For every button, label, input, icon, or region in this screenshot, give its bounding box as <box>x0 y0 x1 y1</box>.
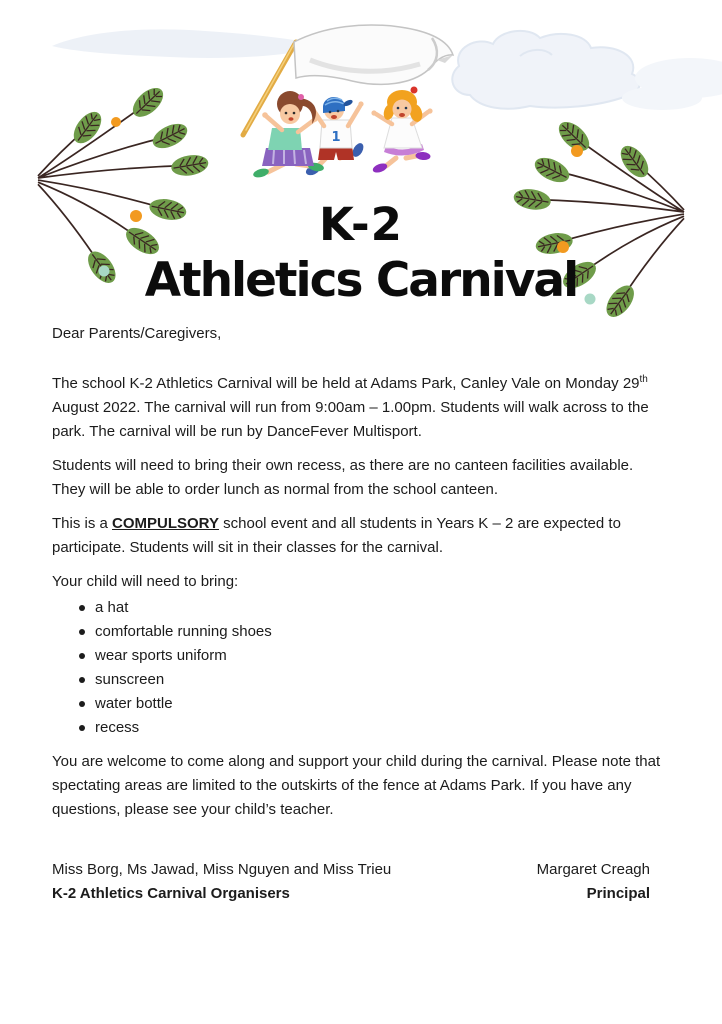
bring-list <box>52 596 670 740</box>
list-item-label: sunscreen <box>95 671 165 688</box>
paragraph-compulsory <box>52 512 670 560</box>
para1-text-after: August 2022. The carnival will run from 9:00am – 1.00pm. Students will walk across to the park. The carnival will be run by DanceFever Multisport. <box>52 399 649 440</box>
list-item-label: comfortable running shoes <box>95 623 272 640</box>
principal-role: Principal <box>586 885 650 902</box>
ordinal-superscript: th <box>639 374 648 385</box>
letter-body <box>52 322 670 906</box>
bring-list-intro: Your child will need to bring: <box>52 573 239 590</box>
list-item <box>77 692 670 716</box>
paragraph-event-details <box>52 372 670 444</box>
organiser-role: K-2 Athletics Carnival Organisers <box>52 885 290 902</box>
para3-after: school event and all students in Years K – 2 are expected to participate. Students will sit in their classes for the carnival. <box>52 515 621 556</box>
list-item <box>77 716 670 740</box>
list-item-label: a hat <box>95 599 129 616</box>
cloud-right <box>452 31 640 109</box>
paragraph-recess: Students will need to bring their own recess, as there are no canteen facilities available. They will be able to order lunch as normal from the school canteen. <box>52 457 634 498</box>
list-item-label: recess <box>95 719 140 736</box>
paragraph-closing: You are welcome to come along and support your child during the carnival. Please note that spectating areas are limited to the outskirts of the fence at Adams Park. If you have any questions, please see your child’s teacher. <box>52 753 661 818</box>
girl-white-dress <box>371 87 432 175</box>
title-line-1: K-2 <box>319 198 403 251</box>
organiser-names: Miss Borg, Ms Jawad, Miss Nguyen and Miss Trieu <box>52 861 392 878</box>
title-line-2: Athletics Carnival <box>144 253 578 308</box>
list-item <box>77 668 670 692</box>
compulsory-emphasis: COMPULSORY <box>112 515 219 532</box>
list-item <box>77 644 670 668</box>
list-item-label: wear sports uniform <box>95 647 227 664</box>
list-item-label: water bottle <box>95 695 173 712</box>
document-title <box>0 200 722 307</box>
salutation: Dear Parents/Caregivers, <box>52 325 222 342</box>
signature-block <box>52 858 670 906</box>
list-item <box>77 596 670 620</box>
principal-name: Margaret Creagh <box>536 861 650 878</box>
signature-principal <box>537 858 650 906</box>
list-item <box>77 620 670 644</box>
signature-organisers <box>52 858 391 906</box>
flag-banner-icon <box>294 25 453 84</box>
para3-before: This is a <box>52 515 113 532</box>
shirt-number: 1 <box>331 130 341 145</box>
para1-text: The school K-2 Athletics Carnival will be held at Adams Park, Canley Vale on Monday 29 <box>52 375 640 392</box>
